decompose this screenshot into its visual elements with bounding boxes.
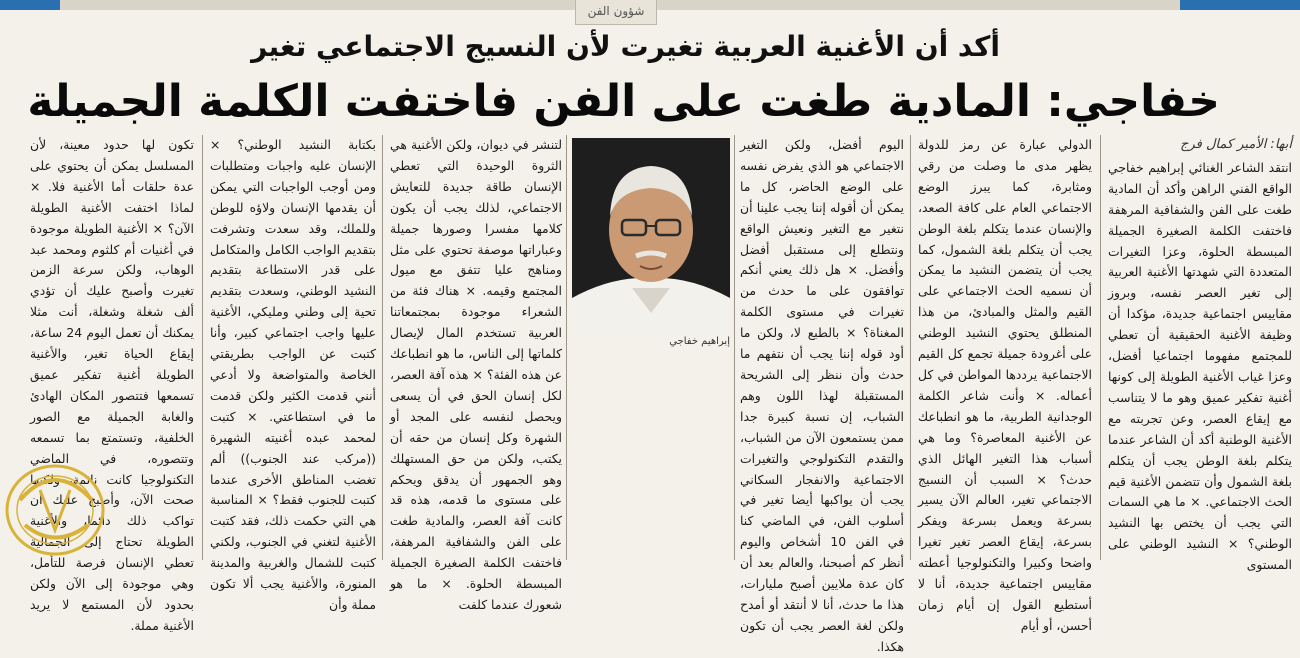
- article-column-4: [390, 135, 562, 612]
- column-divider: [734, 135, 735, 560]
- top-strip-accent-right: [1180, 0, 1300, 10]
- column-5-text: بكتابة النشيد الوطني؟ × الإنسان عليه واجبات ومتطلبات ومن أوجب الواجبات التي يمكن أن يقدمها الإنسان ولاؤه للوطن وللملك، وقد سعدت وتشرفت بتقديم الواجب الكامل والمتكامل على قدر الاستطاعة بتقديم النشيد الوطني، وسعدت بتقديم تحية إلى وطني ومليكي، الأغنية عليها واجب اجتماعي كبير، وأنا كتبت عن الواجب بطريقتي الخاصة والمتواضعة ولا أدعي أنني قدمت الكثير ولكن قدمت ما في استطاعتي. × كتبت لمحمد عبده أغنيته الشهيرة ((مركب عند الجنوب)) ألم تغضب المناطق الأخرى عندما كتبت للجنوب فقط؟ × المناسبة هي التي حكمت ذلك، فقد كتبت الأغنية لتغني في الجنوب، ولكني كتبت للشمال والغربية والمدينة المنورة، والأغنية يجب ألا تكون مملة وأن: [210, 137, 376, 612]
- column-3-text: اليوم أفضل، ولكن التغير الاجتماعي هو الذي يفرض نفسه على الوضع الحاضر، كل ما يمكن أن أقوله إننا يجب علينا أن نتغير مع التغير ونعيش الواقع ونتطلع إلى مستقبل أفضل وأفضل. × هل ذلك يعني أنكم توافقون على ما حدث من تغيرات في مستوى الكلمة المغناة؟ × بالطبع لا، ولكن ما أود قوله إننا يجب أن نتفهم ما حدث وأن ننظر إلى الشريحة المستقبلة لهذا اللون وهم الشباب، إن نسبة كبيرة جدا ممن يستمعون الآن من الشباب، والتقدم التكنولوجي والتغيرات الاجتماعية والانفجار السكاني يجب أن يواكبها أيضا تغير في أسلوب الفن، في الماضي كنا في الفن 10 أشخاص واليوم أنظر كم أصبحنا، والعالم بعد أن كان عدة ملايين أصبح مليارات، هذا ما حدث، أنا لا أنتقد أو أمدح ولكن لغة العصر يجب أن تكون هكذا.: [740, 137, 905, 654]
- headline-main: خفاجي: المادية طغت على الفن فاختفت الكلمة الجميلة: [27, 76, 1220, 127]
- column-6-text: تكون لها حدود معينة، لأن المسلسل يمكن أن يحتوي على عدة حلقات أما الأغنية فلا. × لماذا اختفت الأغنية الطويلة الآن؟ × الأغنية الطويلة موجودة في أغنيات أم كلثوم ومحمد عبد الوهاب، ولكن سرعة الزمن تغيرت وأصبح عليك أن تؤدي ألف شغلة وشغلة، أنت مثلا يمكنك أن تعمل اليوم 24 ساعة، إيقاع الحياة تغير، والأغنية الطويلة أغنية تفكير عميق تسمعها فتتصور المكان الهادئ والغابة الجميلة مع الصور الخلفية، وتستمتع بما تسمعه وتتصوره، في الماضي التكنولوجيا كانت نائمة، ولكنها صحت الآن، وأصبح عليك أن تواكب ذلك دائما، والأغنية الطويلة تحتاج إلى الجمالية تعطي الإنسان فرصة للتأمل، وهي موجودة إلى الآن ولكن بحدود لأن المستمع لا يريد الأغنية مملة.: [30, 137, 195, 633]
- column-divider: [910, 135, 911, 560]
- column-divider: [382, 135, 383, 560]
- portrait-illustration: [572, 138, 730, 334]
- portrait-photo: [572, 138, 730, 334]
- newspaper-seal-logo-icon: [0, 430, 115, 560]
- article-column-2: [918, 135, 1092, 633]
- column-divider: [1100, 135, 1101, 560]
- column-divider: [566, 135, 567, 560]
- article-column-1: [1108, 135, 1292, 573]
- column-1-text: انتقد الشاعر الغنائي إبراهيم خفاجي الواقع الفني الراهن وأكد أن المادية طغت على الفن والشفافية المرهفة فاختفت الكلمة الصغيرة الجميلة المبسطة الحلوة، وعزا التغيرات المتعددة التي شهدتها الأغنية العربية إلى تغير العصر نفسه، وبروز مقاييس اجتماعية جديدة، مؤكدا أن وظيفة الأغنية الحقيقية أن تعطي للمجتمع مفهوما اجتماعيا أفضل، وعزا غياب الأغنية الطويلة إلى كونها أغنية تفكير عميق وهو ما لا يتناسب مع إيقاع العصر، وعن تجربته مع الأغنية الوطنية أكد أن الشاعر عندما يتكلم بلغة الوطن يجب أن يتكلم بلغة الشمول وأن تتضمن الأغنية قيم الحث الاجتماعي. × ما هي السمات التي يجب أن يختص بها النشيد الوطني؟ × النشيد الوطني على المستوى: [1108, 159, 1292, 573]
- column-2-text: الدولي عبارة عن رمز للدولة يظهر مدى ما وصلت من رقي ومثابرة، كما يبرز الوضع الاجتماعي العام على كافة الصعد، والإنسان عندما يتكلم بلغة الوطن يجب أن يتكلم بلغة الشمول، كما يجب أن يتضمن النشيد ما يمكن أن نسميه الحث الاجتماعي على القيم والمثل والمبادئ، من هذا المنطلق يحتوي النشيد الوطني على أغرودة جميلة تجمع كل القيم الاجتماعية يرددها المواطن في كل أعماله. × وأنت شاعر الكلمة الوجدانية الطربية، ما هو انطباعك عن الأغنية المعاصرة؟ وما هي أسباب هذا التغير الهائل الذي حدث؟ × السبب أن النسيج الاجتماعي تغير، العالم الآن يسير بسرعة ويعمل بسرعة ويفكر بسرعة، إيقاع العصر تغير تغيرا واضحا وكبيرا والتكنولوجيا أعطته مقاييس اجتماعية جديدة، أنا لا أستطيع القول إن أيام زمان أحسن، أو أيام: [918, 137, 1092, 633]
- article-column-3: [740, 135, 905, 654]
- column-4-text: لتنشر في ديوان، ولكن الأغنية هي الثروة الوحيدة التي تعطي الإنسان طاقة جديدة للتعايش الاجتماعي، لذلك يجب أن يكون كلامها مفسرا وصورها جميلة وعباراتها موصفة تحتوي على مثل ومناهج عليا تتفق مع ميول المجتمع وقيمه. × هناك فئة من الشعراء موجودة بمجتمعاتنا العربية تستخدم المال لإيصال كلماتها إلى الناس، ما هو انطباعك عن هذه الفئة؟ × هذه آفة العصر، لكل إنسان الحق في أن يسعى ويحصل لنفسه على المجد أو الشهرة وكل إنسان من حقه أن يكتب، ولكن من حق المستهلك وهو الجمهور أن يدقق ويحكم على مستوى ما قدمه، هذه قد كانت آفة العصر، والمادية طغت على الفن والشفافية المرهفة، فاختفت الكلمة الصغيرة الجميلة المبسطة الحلوة. × ما هو شعورك عندما كلفت: [390, 137, 562, 612]
- section-tag: شؤون الفن: [575, 0, 657, 25]
- headline-sub: أكد أن الأغنية العربية تغيرت لأن النسيج الاجتماعي تغير: [251, 30, 1000, 63]
- photo-caption: إبراهيم خفاجي: [669, 336, 730, 347]
- top-strip-accent-left: [0, 0, 60, 10]
- column-divider: [202, 135, 203, 560]
- article-column-4-lower: [572, 360, 730, 560]
- article-column-5: [210, 135, 376, 612]
- byline: أبها: الأمير كمال فرج: [1180, 137, 1292, 152]
